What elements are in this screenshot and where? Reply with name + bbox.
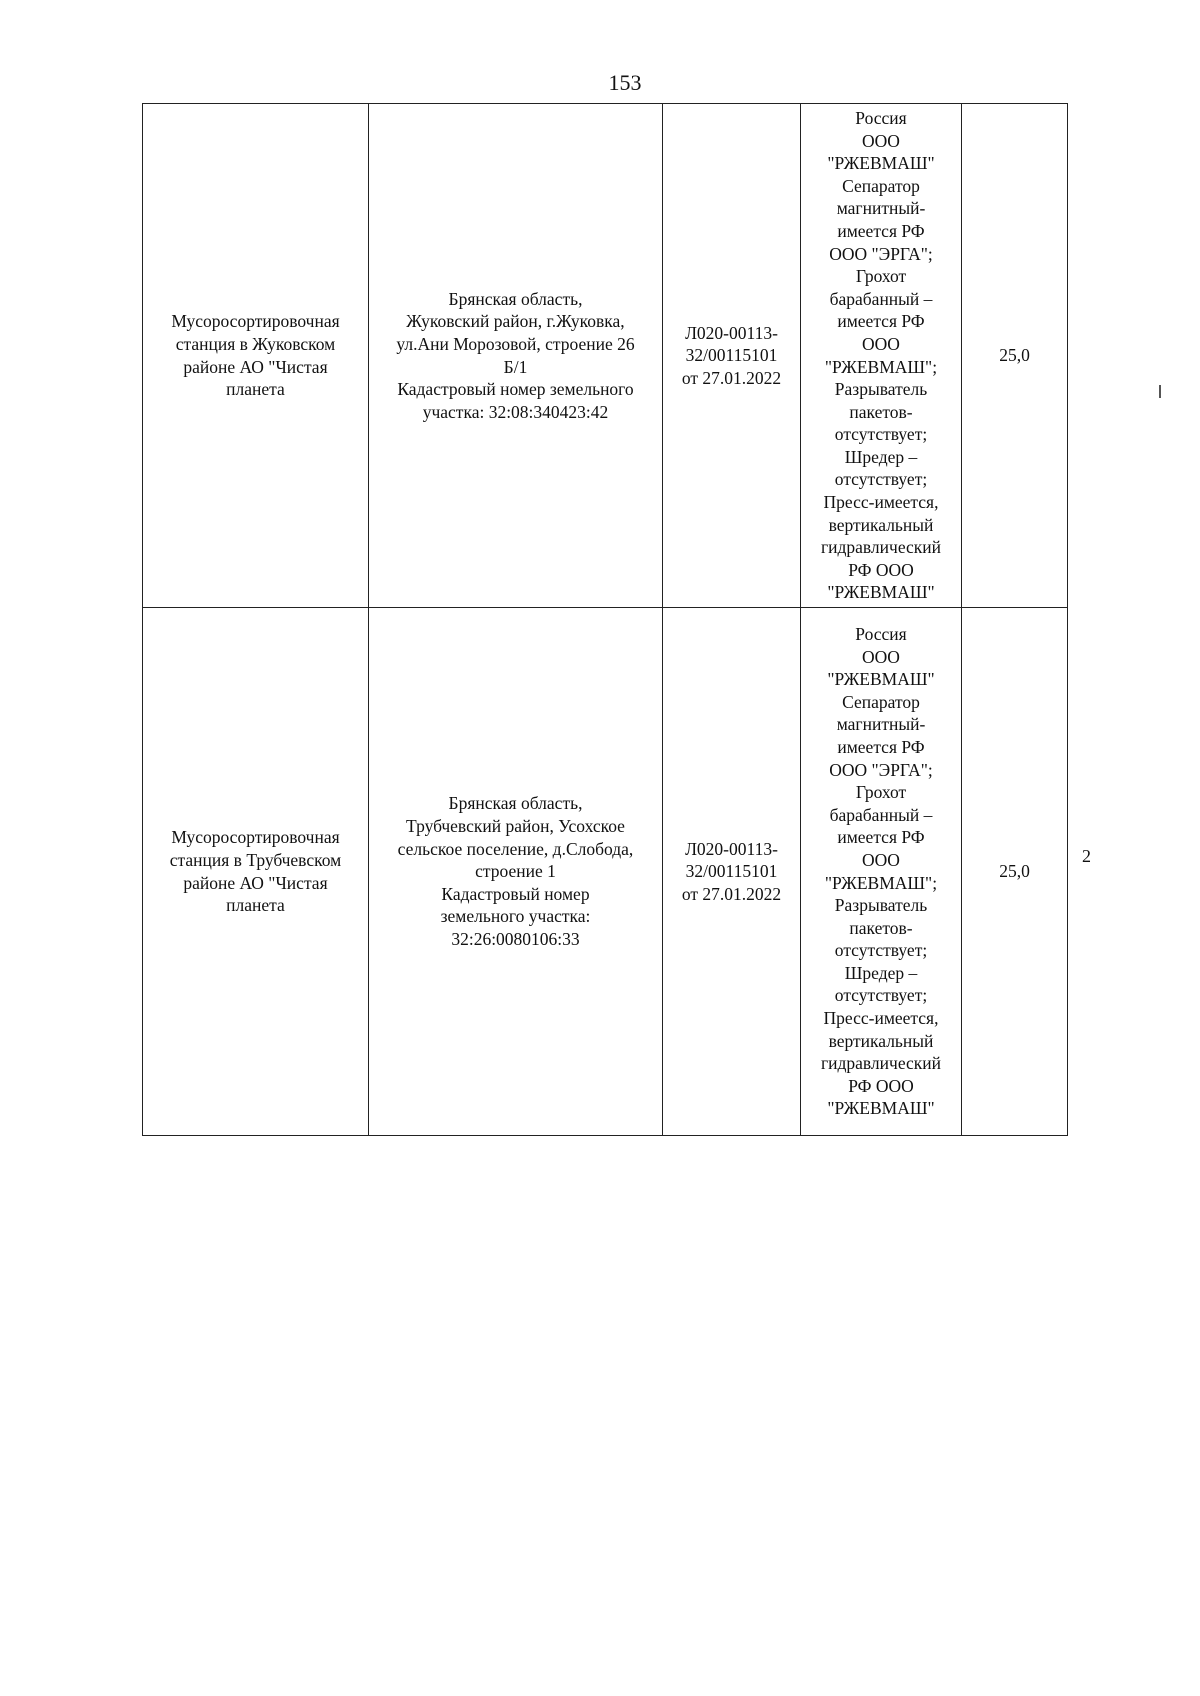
equipment-line: РФ ООО [848,1075,914,1096]
capacity-value: 25,0 [999,345,1030,366]
equipment-line: имеется РФ [837,220,925,241]
equipment-line: имеется РФ [837,736,925,757]
license-line: от 27.01.2022 [681,367,782,388]
address-line: Кадастровый номер [441,883,590,904]
equipment-line: пакетов- [849,401,913,422]
equipment-line: ООО [862,849,900,870]
scan-margin-mark [1159,385,1161,398]
page-number: 153 [608,70,642,95]
address-line: земельного участка: [440,906,591,927]
equipment-cell [801,104,962,608]
address-line: Брянская область, [448,793,583,814]
equipment-line: ООО [862,333,900,354]
equipment-line: гидравлический [820,1053,942,1074]
equipment-line: барабанный – [829,288,933,309]
table-row [143,608,1068,1136]
equipment-line: отсутствует; [834,424,928,445]
equipment-line: Россия [855,623,907,644]
address-line: участка: 32:08:340423:42 [422,401,609,422]
equipment-line: Сепаратор [842,691,920,712]
facility-name-line: Мусоросортировочная [171,311,340,332]
facility-name-line: районе АО "Чистая [183,356,328,377]
facility-name-line: станция в Трубчевском [169,849,342,870]
equipment-line: отсутствует; [834,940,928,961]
equipment-line: Сепаратор [842,175,920,196]
license-cell [663,104,801,608]
facility-name-line: планета [226,379,285,400]
equipment-line: Грохот [855,782,907,803]
equipment-line: РФ ООО [848,559,914,580]
equipment-line: имеется РФ [837,827,925,848]
facility-address-cell [369,608,663,1136]
address-line: Брянская область, [448,288,583,309]
equipment-line: Шредер – [844,446,918,467]
facility-name-line: планета [226,895,285,916]
equipment-line: ООО [862,646,900,667]
capacity-value: 25,0 [999,861,1030,882]
equipment-line: "РЖЕВМАШ"; [824,872,938,893]
footnote-mark: 2 [1082,846,1091,866]
equipment-line: магнитный- [836,198,926,219]
equipment-line: Грохот [855,266,907,287]
equipment-line: "РЖЕВМАШ" [827,582,935,603]
capacity-cell [962,104,1068,608]
equipment-line: "РЖЕВМАШ" [827,1098,935,1119]
equipment-line: ООО "ЭРГА"; [829,243,933,264]
equipment-line: ООО "ЭРГА"; [829,759,933,780]
table-row [143,104,1068,608]
equipment-line: Россия [855,107,907,128]
license-line: 32/00115101 [685,861,778,882]
facility-name-line: Мусоросортировочная [171,827,340,848]
license-line: 32/00115101 [685,345,778,366]
equipment-line: "РЖЕВМАШ" [827,669,935,690]
license-cell [663,608,801,1136]
facility-name-line: станция в Жуковском [175,333,336,354]
address-line: Трубчевский район, Усохское [406,816,625,837]
equipment-line: вертикальный [828,1030,934,1051]
facilities-table [142,103,1068,1136]
equipment-line: ООО [862,130,900,151]
equipment-line: вертикальный [828,514,934,535]
address-line: сельское поселение, д.Слобода, [397,838,634,859]
address-line: Б/1 [503,356,528,377]
equipment-line: отсутствует; [834,985,928,1006]
address-line: строение 1 [475,861,556,882]
facility-name-cell [143,104,369,608]
equipment-cell [801,608,962,1136]
facility-name-line: районе АО "Чистая [183,872,328,893]
address-line: ул.Ани Морозовой, строение 26 [396,333,635,354]
equipment-line: барабанный – [829,804,933,825]
license-line: Л020-00113- [685,322,778,343]
equipment-line: Разрыватель [834,895,928,916]
address-line: Кадастровый номер земельного [397,379,634,400]
equipment-line: "РЖЕВМАШ" [827,153,935,174]
facility-name-cell [143,608,369,1136]
address-line: Жуковский район, г.Жуковка, [406,311,625,332]
equipment-line: "РЖЕВМАШ"; [824,356,938,377]
license-line: Л020-00113- [685,838,778,859]
facility-address-cell [369,104,663,608]
equipment-line: пакетов- [849,917,913,938]
equipment-line: гидравлический [820,537,942,558]
equipment-line: Пресс-имеется, [823,1008,939,1029]
license-line: от 27.01.2022 [681,883,782,904]
equipment-line: магнитный- [836,714,926,735]
equipment-line: Разрыватель [834,379,928,400]
capacity-cell [962,608,1068,1136]
equipment-line: Пресс-имеется, [823,492,939,513]
address-line: 32:26:0080106:33 [451,928,580,949]
equipment-line: имеется РФ [837,311,925,332]
equipment-line: Шредер – [844,962,918,983]
equipment-line: отсутствует; [834,469,928,490]
